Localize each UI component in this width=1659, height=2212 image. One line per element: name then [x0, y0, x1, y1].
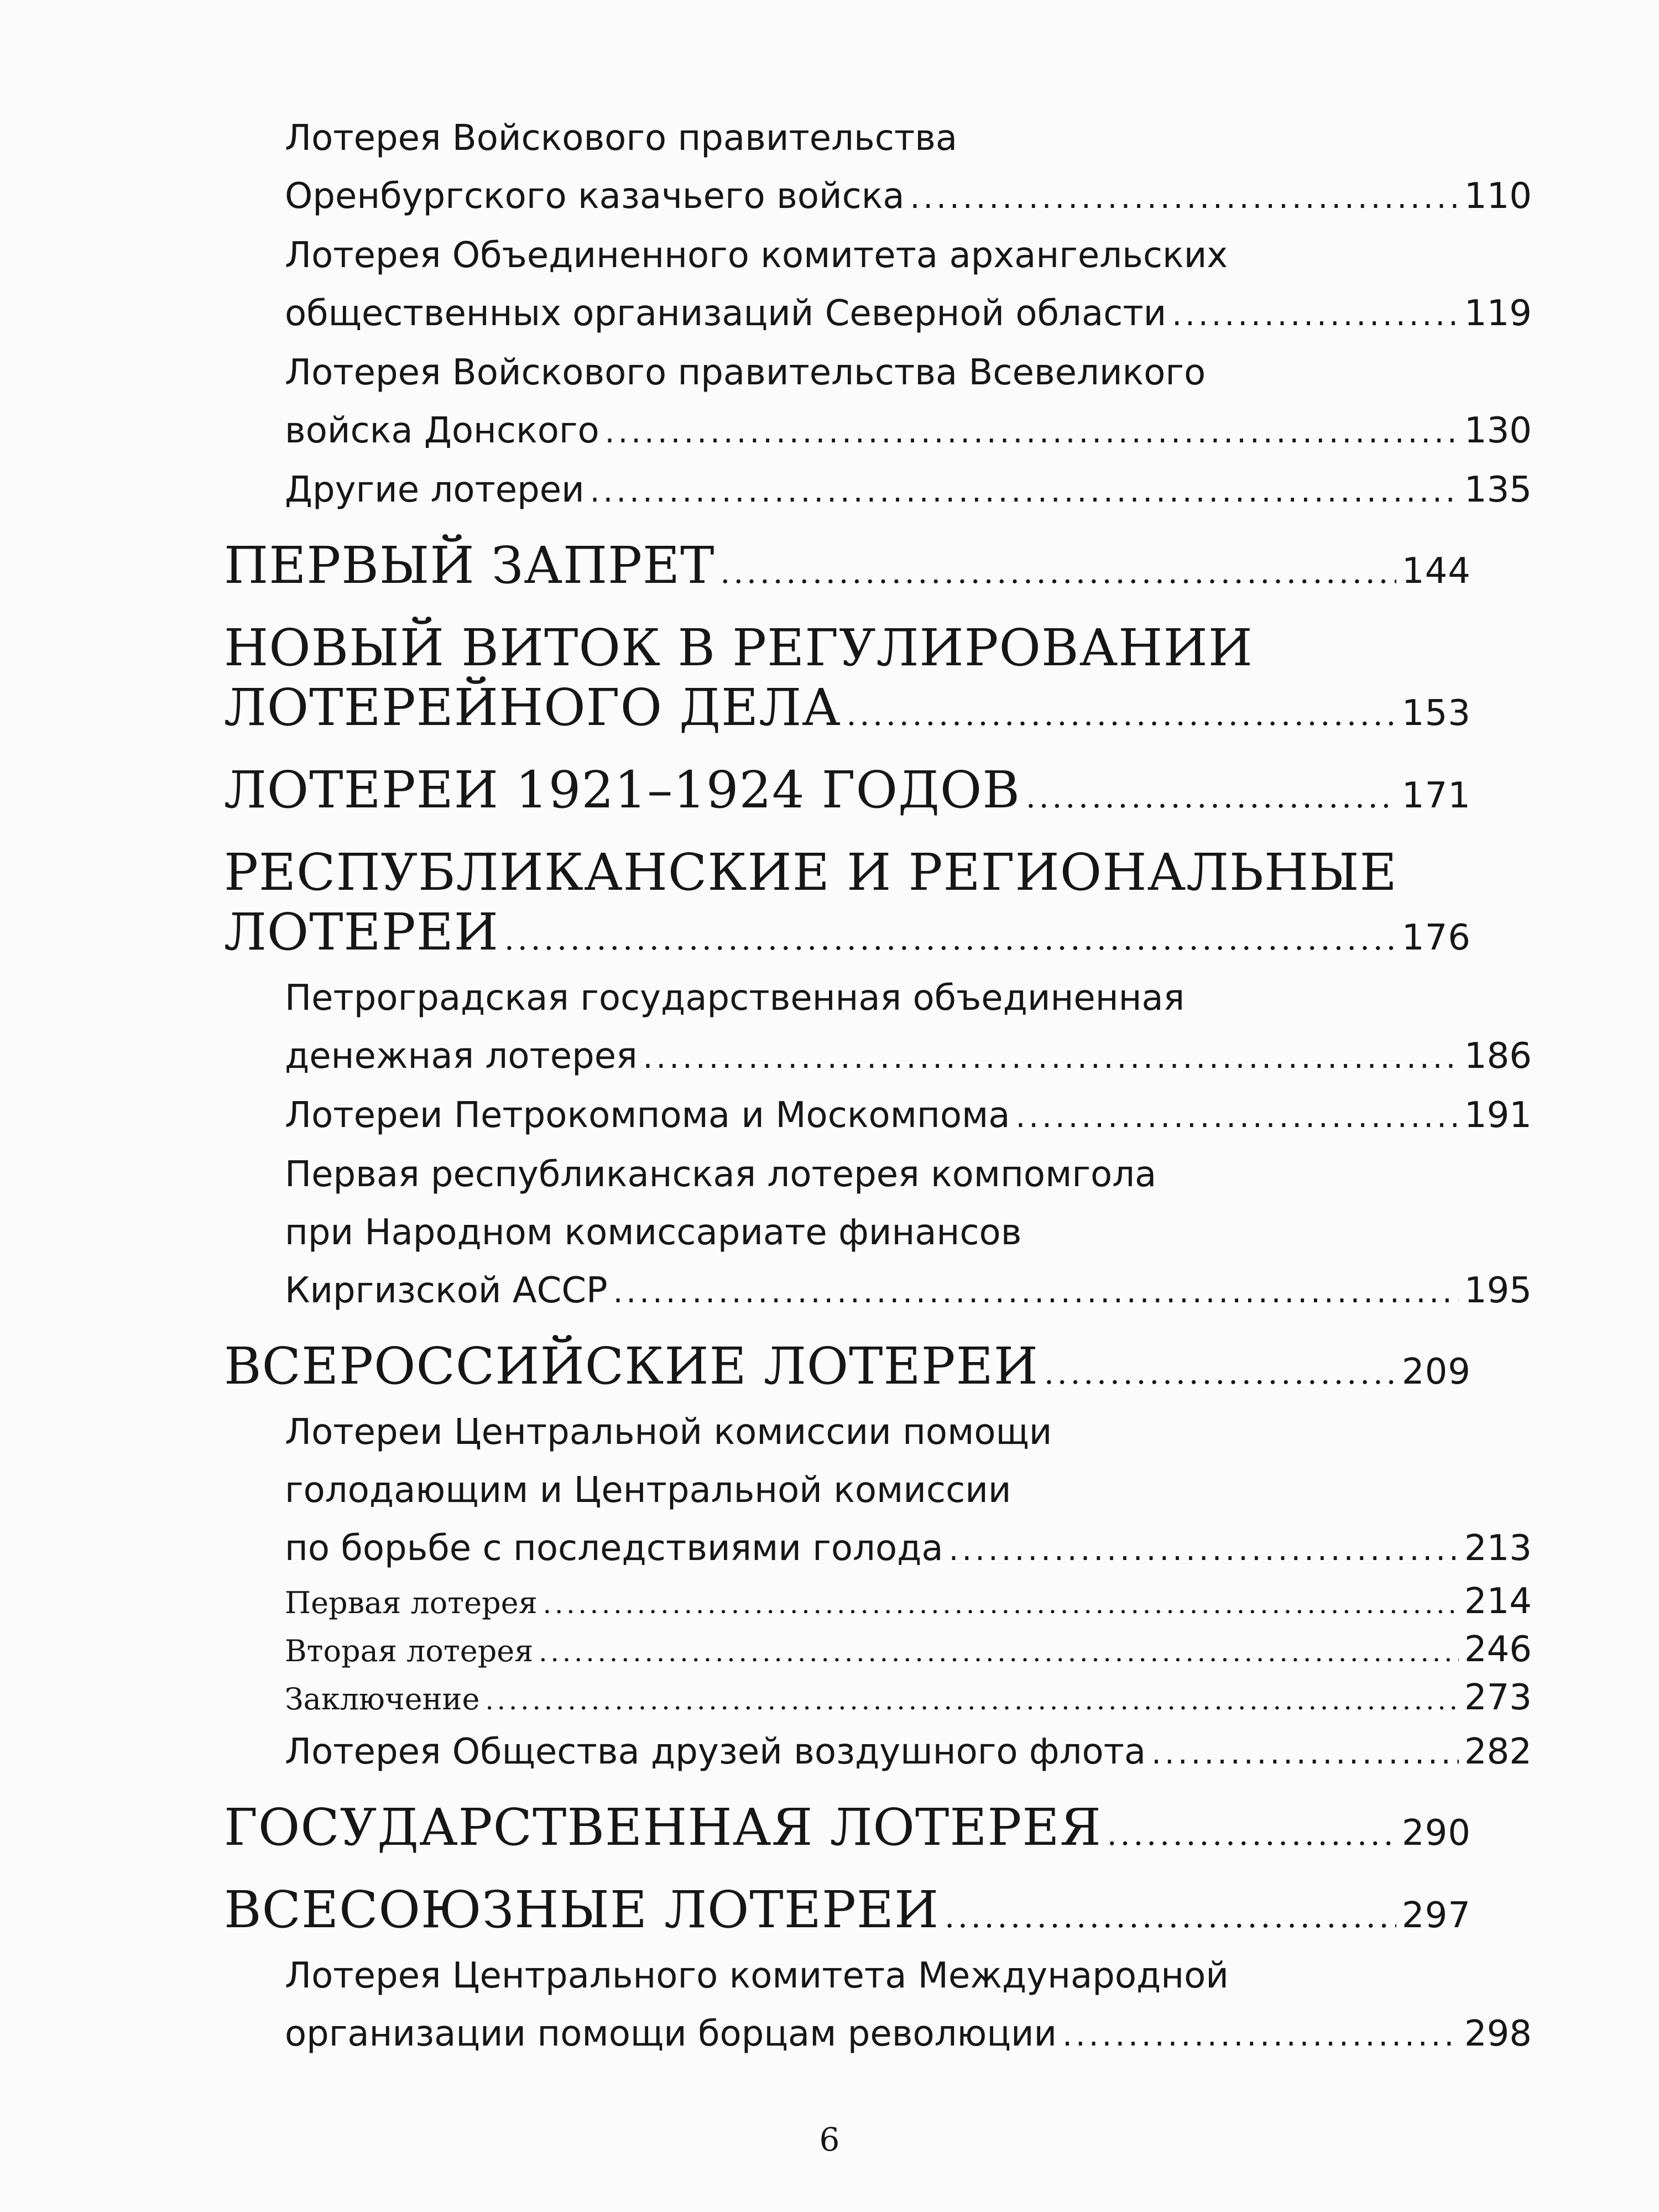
dot-leader	[1015, 1088, 1458, 1146]
toc-entry-subsection	[224, 1579, 1532, 1627]
dot-leader	[1151, 1724, 1459, 1782]
toc-entry-page: 246	[1464, 1629, 1532, 1670]
toc-entry-chapter	[224, 843, 1471, 969]
toc-entry-line	[285, 461, 1532, 520]
dot-leader	[1026, 768, 1396, 827]
toc-entry-title: Петроградская государственная объединенная	[285, 978, 1185, 1019]
toc-entry-page: 110	[1464, 176, 1532, 217]
dot-leader	[847, 685, 1396, 745]
toc-entry-line	[285, 1675, 1532, 1723]
toc-entry-title: ЛОТЕРЕИ	[224, 902, 499, 962]
toc-entry-page: 297	[1401, 1895, 1471, 1936]
toc-entry-title: Первая республиканская лотерея компомгола	[285, 1154, 1157, 1195]
toc-entry-title: голодающим и Центральной комиссии	[285, 1470, 1011, 1511]
toc-entry-page: 209	[1401, 1352, 1471, 1392]
toc-entry-page: 191	[1464, 1095, 1532, 1136]
toc-entry-line	[224, 536, 1471, 603]
toc-entry-section	[224, 969, 1532, 1087]
toc-entry-title: Лотерея Войскового правительства Всевеликого	[285, 352, 1206, 393]
dot-leader	[539, 1630, 1459, 1675]
toc-entry-title: общественных организаций Северной области	[285, 293, 1167, 334]
toc-entry-page: 186	[1464, 1036, 1532, 1077]
toc-entry-title: Лотерея Общества друзей воздушного флота	[285, 1731, 1146, 1772]
page-number: 6	[819, 2121, 840, 2158]
toc-entry-chapter	[224, 760, 1471, 827]
toc-entry-page: 298	[1464, 2013, 1532, 2054]
toc-entry-page: 171	[1401, 775, 1471, 816]
dot-leader	[1107, 1805, 1396, 1865]
toc-entry-page: 290	[1401, 1813, 1471, 1854]
toc-entry-line	[285, 1520, 1532, 1579]
toc-entry-section	[224, 344, 1532, 461]
toc-entry-line	[285, 227, 1532, 285]
toc-entry-title: Лотерея Объединенного комитета архангельских	[285, 235, 1228, 276]
dot-leader	[910, 169, 1459, 227]
toc-entry-section	[224, 461, 1532, 520]
toc-entry-title: Киргизской АССР	[285, 1270, 608, 1311]
toc-entry-chapter	[224, 1798, 1471, 1865]
toc-entry-line	[285, 1027, 1532, 1087]
toc-entry-subsection	[224, 1675, 1532, 1723]
toc-entry-title: НОВЫЙ ВИТОК В РЕГУЛИРОВАНИИ	[224, 618, 1253, 677]
toc-entry-title: Лотереи Петрокомпома и Москомпома	[285, 1095, 1010, 1136]
toc-entry-page: 282	[1464, 1731, 1532, 1772]
toc-entry-line	[285, 1627, 1532, 1675]
dot-leader	[1172, 286, 1459, 344]
toc-entry-section	[224, 1723, 1532, 1782]
toc-entry-line	[285, 168, 1532, 227]
toc-entry-line	[224, 843, 1471, 902]
toc-entry-line	[285, 969, 1532, 1027]
toc-entry-chapter	[224, 536, 1471, 603]
toc-entry-page: 176	[1401, 917, 1471, 958]
dot-leader	[1044, 1344, 1396, 1404]
dot-leader	[543, 1582, 1459, 1627]
toc-entry-section	[224, 1087, 1532, 1146]
toc-entry-title: Первая лотерея	[285, 1585, 538, 1620]
toc-entry-page: 213	[1464, 1528, 1532, 1569]
toc-entry-page: 144	[1401, 551, 1471, 592]
toc-entry-line	[224, 760, 1471, 827]
toc-entry-page: 153	[1401, 693, 1471, 734]
toc-entry-section	[224, 1947, 1532, 2064]
toc-entry-section	[224, 1404, 1532, 1579]
toc-entry-line	[285, 1404, 1532, 1462]
toc-entry-page: 195	[1464, 1270, 1532, 1311]
toc-entry-title: ВСЕРОССИЙСКИЕ ЛОТЕРЕИ	[224, 1337, 1039, 1396]
table-of-contents	[224, 109, 1532, 2064]
toc-entry-line	[285, 1462, 1532, 1520]
toc-entry-title: денежная лотерея	[285, 1036, 638, 1077]
toc-entry-line	[224, 618, 1471, 678]
toc-entry-line	[285, 344, 1532, 402]
toc-entry-section	[224, 227, 1532, 344]
toc-entry-title: Лотерея Войскового правительства	[285, 118, 958, 159]
toc-entry-subsection	[224, 1627, 1532, 1675]
toc-entry-chapter	[224, 1337, 1471, 1404]
toc-entry-line	[285, 109, 1532, 168]
dot-leader	[590, 462, 1459, 520]
dot-leader	[945, 1887, 1396, 1947]
dot-leader	[1062, 2006, 1459, 2064]
dot-leader	[486, 1678, 1459, 1723]
toc-entry-title: ЛОТЕРЕЙНОГО ДЕЛА	[224, 678, 841, 737]
toc-entry-line	[285, 285, 1532, 344]
toc-entry-title: Лотереи Центральной комиссии помощи	[285, 1412, 1052, 1453]
toc-entry-page: 135	[1464, 469, 1532, 510]
toc-entry-title: Вторая лотерея	[285, 1634, 534, 1668]
toc-entry-line	[285, 1947, 1532, 2005]
toc-entry-line	[224, 1337, 1471, 1404]
dot-leader	[643, 1029, 1459, 1087]
toc-entry-line	[224, 1880, 1471, 1947]
toc-entry-section	[224, 1146, 1532, 1321]
toc-entry-line	[285, 1723, 1532, 1782]
toc-entry-page: 130	[1464, 410, 1532, 451]
toc-entry-line	[224, 1798, 1471, 1865]
toc-entry-title: при Народном комиссариате финансов	[285, 1212, 1022, 1253]
dot-leader	[949, 1521, 1459, 1579]
dot-leader	[605, 403, 1459, 461]
toc-entry-title: войска Донского	[285, 410, 599, 451]
toc-entry-title: ГОСУДАРСТВЕННАЯ ЛОТЕРЕЯ	[224, 1798, 1102, 1857]
toc-entry-title: Заключение	[285, 1682, 480, 1717]
toc-entry-title: РЕСПУБЛИКАНСКИЕ И РЕГИОНАЛЬНЫЕ	[224, 843, 1397, 902]
toc-entry-chapter	[224, 1880, 1471, 1947]
toc-entry-title: Оренбургского казачьего войска	[285, 176, 905, 217]
dot-leader	[504, 910, 1396, 969]
toc-entry-line	[224, 678, 1471, 745]
toc-entry-line	[285, 2005, 1532, 2064]
toc-entry-page: 214	[1464, 1581, 1532, 1622]
toc-entry-title: ВСЕСОЮЗНЫЕ ЛОТЕРЕИ	[224, 1880, 940, 1939]
toc-entry-title: ЛОТЕРЕИ 1921–1924 ГОДОВ	[224, 760, 1020, 820]
toc-entry-page: 119	[1464, 293, 1532, 334]
toc-entry-line	[285, 1262, 1532, 1321]
toc-entry-line	[285, 402, 1532, 461]
toc-entry-line	[285, 1579, 1532, 1627]
dot-leader	[721, 543, 1396, 603]
dot-leader	[613, 1263, 1459, 1321]
toc-entry-page: 273	[1464, 1677, 1532, 1718]
toc-entry-title: ПЕРВЫЙ ЗАПРЕТ	[224, 536, 715, 595]
toc-entry-title: Другие лотереи	[285, 469, 585, 510]
toc-entry-section	[224, 109, 1532, 227]
toc-entry-title: по борьбе с последствиями голода	[285, 1528, 943, 1569]
toc-entry-line	[285, 1146, 1532, 1204]
toc-entry-chapter	[224, 618, 1471, 745]
toc-entry-line	[285, 1204, 1532, 1262]
toc-entry-title: Лотерея Центрального комитета Международной	[285, 1955, 1229, 1996]
toc-entry-line	[285, 1087, 1532, 1146]
toc-entry-title: организации помощи борцам революции	[285, 2013, 1057, 2054]
toc-entry-line	[224, 902, 1471, 969]
